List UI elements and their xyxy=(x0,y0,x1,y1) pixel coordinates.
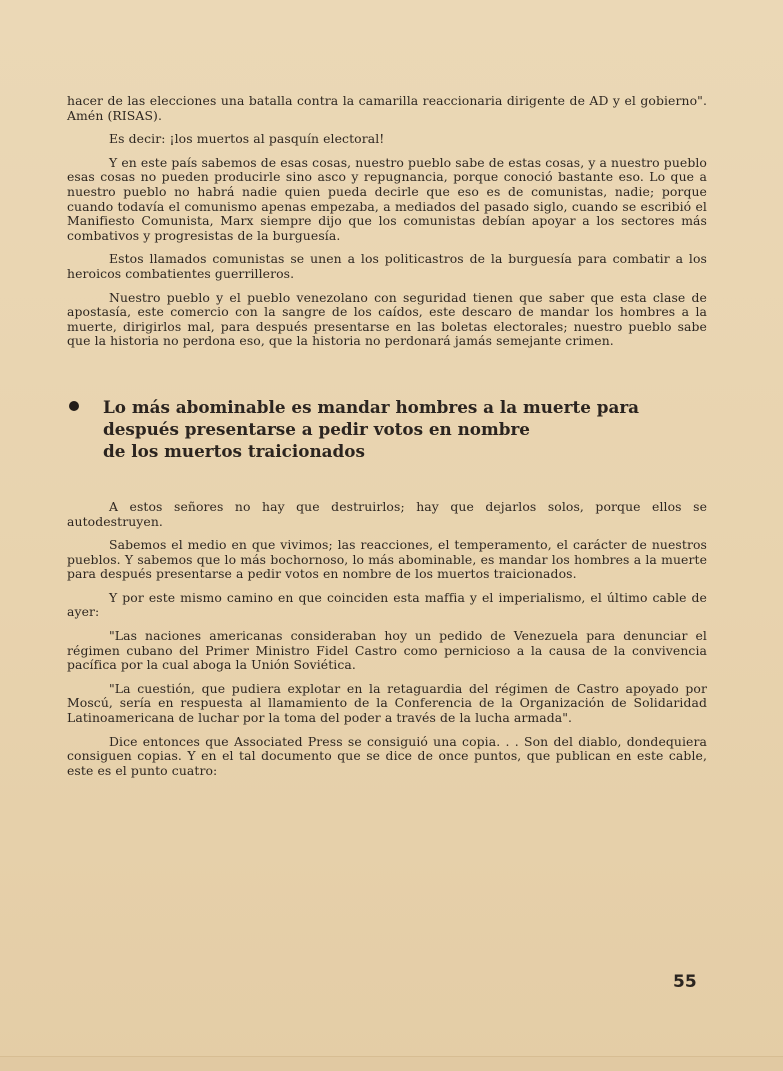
paragraph-bottom-3: Y por este mismo camino en que coinciden esta maffia y el imperialismo, el último cable de ayer: xyxy=(67,589,707,620)
paragraph-bottom-1: A estos señores no hay que destruirlos; hay que dejarlos solos, porque ellos se autodestruyen. xyxy=(67,498,707,529)
paragraph-top-4: Estos llamados comunistas se unen a los politicastros de la burguesía para combatir a los heroicos combatientes guerrilleros. xyxy=(67,251,707,281)
page-number: 55 xyxy=(673,972,697,992)
page-text-body xyxy=(67,94,707,787)
section-heading-line-2: después presentarse a pedir votos en nombre xyxy=(103,418,530,439)
section-heading-line-3: de los muertos traicionados xyxy=(103,440,365,461)
paragraph-bottom-6: Dice entonces que Associated Press se consiguió una copia. . . Son del diablo, dondequiera consiguen copias. Y en el tal documento que se dice de once puntos, que publican en este cable, este es el punto cuatro: xyxy=(67,733,707,778)
section-heading xyxy=(67,396,707,462)
paragraph-bottom-4: "Las naciones americanas consideraban hoy un pedido de Venezuela para denunciar el régimen cubano del Primer Ministro Fidel Castro como pernicioso a la causa de la convivencia pacífica por la cual aboga la Unión Soviética. xyxy=(67,628,707,673)
paragraph-top-3: Y en este país sabemos de esas cosas, nuestro pueblo sabe de estas cosas, y a nuestro pueblo esas cosas no pueden producirle sino asco y repugnancia, porque conoció bastante eso. Lo que a nuestro pueblo no habrá nadie quien pueda decirle que eso es de comunistas, nadie; porque cuando todavía el comunismo apenas empezaba, a mediados del pasado siglo, cuando se escribió el Manifiesto Comunista, Marx siempre dijo que los comunistas debían apoyar a los sectores más combativos y progresistas de la burguesía. xyxy=(67,154,707,243)
paragraph-top-5: Nuestro pueblo y el pueblo venezolano con seguridad tienen que saber que esta clase de apostasía, este comercio con la sangre de los caídos, este descaro de mandar los hombres a la muerte, dirigirlos mal, para después presentarse en las boletas electorales; nuestro pueblo sabe que la historia no perdona eso, que la historia no perdonará jamás semejante crimen. xyxy=(67,289,707,349)
paragraph-bottom-2: Sabemos el medio en que vivimos; las reacciones, el temperamento, el carácter de nuestros pueblos. Y sabemos que lo más bochornoso, lo más abominable, es mandar los hombres a la muerte para después presentarse a pedir votos en nombre de los muertos traicionados. xyxy=(67,537,707,582)
section-heading-line-1: Lo más abominable es mandar hombres a la muerte para xyxy=(103,396,640,417)
paragraph-top-2: Es decir: ¡los muertos al pasquín electoral! xyxy=(109,131,385,147)
paragraph-top-1: hacer de las elecciones una batalla contra la camarilla reaccionaria dirigente de AD y el gobierno". Amén (RISAS). xyxy=(67,93,707,123)
bullet-icon xyxy=(69,401,79,411)
paragraph-bottom-5: "La cuestión, que pudiera explotar en la retaguardia del régimen de Castro apoyado por Moscú, sería en respuesta al llamamiento de la Conferencia de la Organización de Solidaridad Latinoamericana de luchar por la toma del poder a través de la lucha armada". xyxy=(67,680,707,726)
